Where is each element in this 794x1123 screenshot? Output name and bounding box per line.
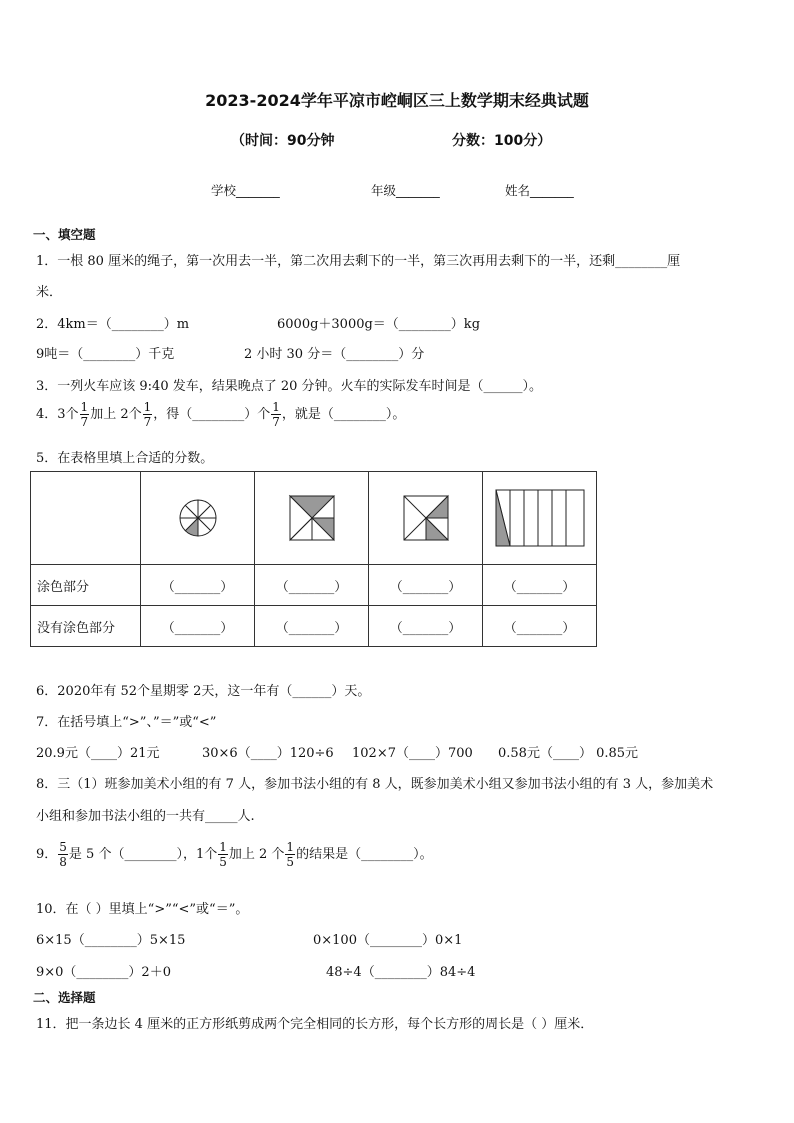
q1-line1: 1．一根 80 厘米的绳子，第一次用去一半，第二次用去剩下的一半，第三次再用去剩下的一半，还剩________厘 (36, 254, 681, 269)
q7-b: 30×6（____）120÷6 (202, 746, 334, 761)
fraction-1-5: $\frac{1}{5}$ (219, 840, 227, 869)
grade-field: 年级_______ (371, 183, 440, 198)
q10-c: 9×0（________）2＋0 (36, 965, 171, 980)
q10-a: 6×15（________）5×15 (36, 933, 186, 948)
square-figure-b (369, 472, 483, 565)
rectangle-figure (494, 488, 586, 548)
fraction-1-7: $\frac{1}{7}$ (143, 400, 152, 429)
fraction-1-7: $\frac{1}{7}$ (80, 400, 89, 429)
q8-line1: 8．三（1）班参加美术小组的有 7 人，参加书法小组的有 8 人，既参加美术小组又参加书法小组的有 3 人，参加美术 (36, 777, 714, 792)
score-label: 分数：100分） (452, 133, 552, 149)
q7-a: 20.9元（____）21元 (36, 746, 160, 761)
q10-d: 48÷4（________）84÷4 (326, 965, 476, 980)
q6: 6．2020年有 52个星期零 2天，这一年有（______）天。 (36, 684, 371, 699)
answer-blank[interactable]: （_______） (255, 606, 369, 647)
table-corner (31, 472, 141, 565)
q3: 3．一列火车应该 9:40 发车，结果晚点了 20 分钟。火车的实际发车时间是（______）。 (36, 379, 543, 394)
square-figure-a (255, 472, 369, 565)
fraction-table (30, 471, 597, 647)
q9: 9． $\frac{5}{8}$ 是 5 个（________），1个 $\frac{1}{5}$ 加上 2 个 $\frac{1}{5}$ 的结果是（________）。 (36, 840, 433, 869)
q10-b: 0×100（________）0×1 (313, 933, 463, 948)
q2-d: 2 小时 30 分＝（________）分 (244, 347, 425, 362)
fraction-5-8: $\frac{5}{8}$ (59, 840, 67, 869)
q11: 11．把一条边长 4 厘米的正方形纸剪成两个完全相同的长方形，每个长方形的周长是（ ）厘米． (36, 1017, 594, 1032)
q7-d: 0.58元（____） 0.85元 (498, 746, 639, 761)
name-field: 姓名_______ (505, 183, 574, 198)
square-figure (288, 494, 336, 542)
q7-c: 102×7（____）700 (352, 746, 473, 761)
square-figure (402, 494, 450, 542)
answer-blank[interactable]: （_______） (483, 606, 597, 647)
section-choice: 二、选择题 (33, 990, 96, 1005)
time-label: （时间：90分钟 (231, 133, 335, 149)
answer-blank[interactable]: （_______） (141, 565, 255, 606)
section-fill: 一、填空题 (33, 227, 96, 242)
circle-eighths-figure (141, 472, 255, 565)
answer-blank[interactable]: （_______） (369, 606, 483, 647)
q10-text: 10．在（ ）里填上“>”“<”或“＝”。 (36, 902, 249, 917)
q8-line2: 小组和参加书法小组的一共有_____人. (36, 809, 255, 824)
row-label-shaded: 涂色部分 (31, 565, 141, 606)
rectangle-figure (483, 472, 597, 565)
fraction-1-7: $\frac{1}{7}$ (272, 400, 280, 429)
q5: 5．在表格里填上合适的分数。 (36, 451, 214, 466)
answer-blank[interactable]: （_______） (483, 565, 597, 606)
page-title: 2023-2024学年平凉市崆峒区三上数学期末经典试题 (205, 91, 589, 110)
q2-a: 2．4km＝（________）m (36, 317, 190, 332)
q4: 4．3个 $\frac{1}{7}$ 加上 2个 $\frac{1}{7}$ ，得（________）个 $\frac{1}{7}$ ，就是（________）。 (36, 400, 406, 429)
q1-line2: 米． (36, 285, 63, 300)
fraction-1-5: $\frac{1}{5}$ (286, 840, 295, 869)
row-label-unshaded: 没有涂色部分 (31, 606, 141, 647)
q7-text: 7．在括号填上“>”、”＝”或“<” (36, 715, 217, 730)
q2-b: 6000g＋3000g＝（________）kg (277, 317, 481, 332)
answer-blank[interactable]: （_______） (141, 606, 255, 647)
school-field: 学校_______ (211, 183, 280, 198)
q2-c: 9吨＝（________）千克 (36, 347, 175, 362)
answer-blank[interactable]: （_______） (255, 565, 369, 606)
circle-figure (178, 498, 218, 538)
answer-blank[interactable]: （_______） (369, 565, 483, 606)
